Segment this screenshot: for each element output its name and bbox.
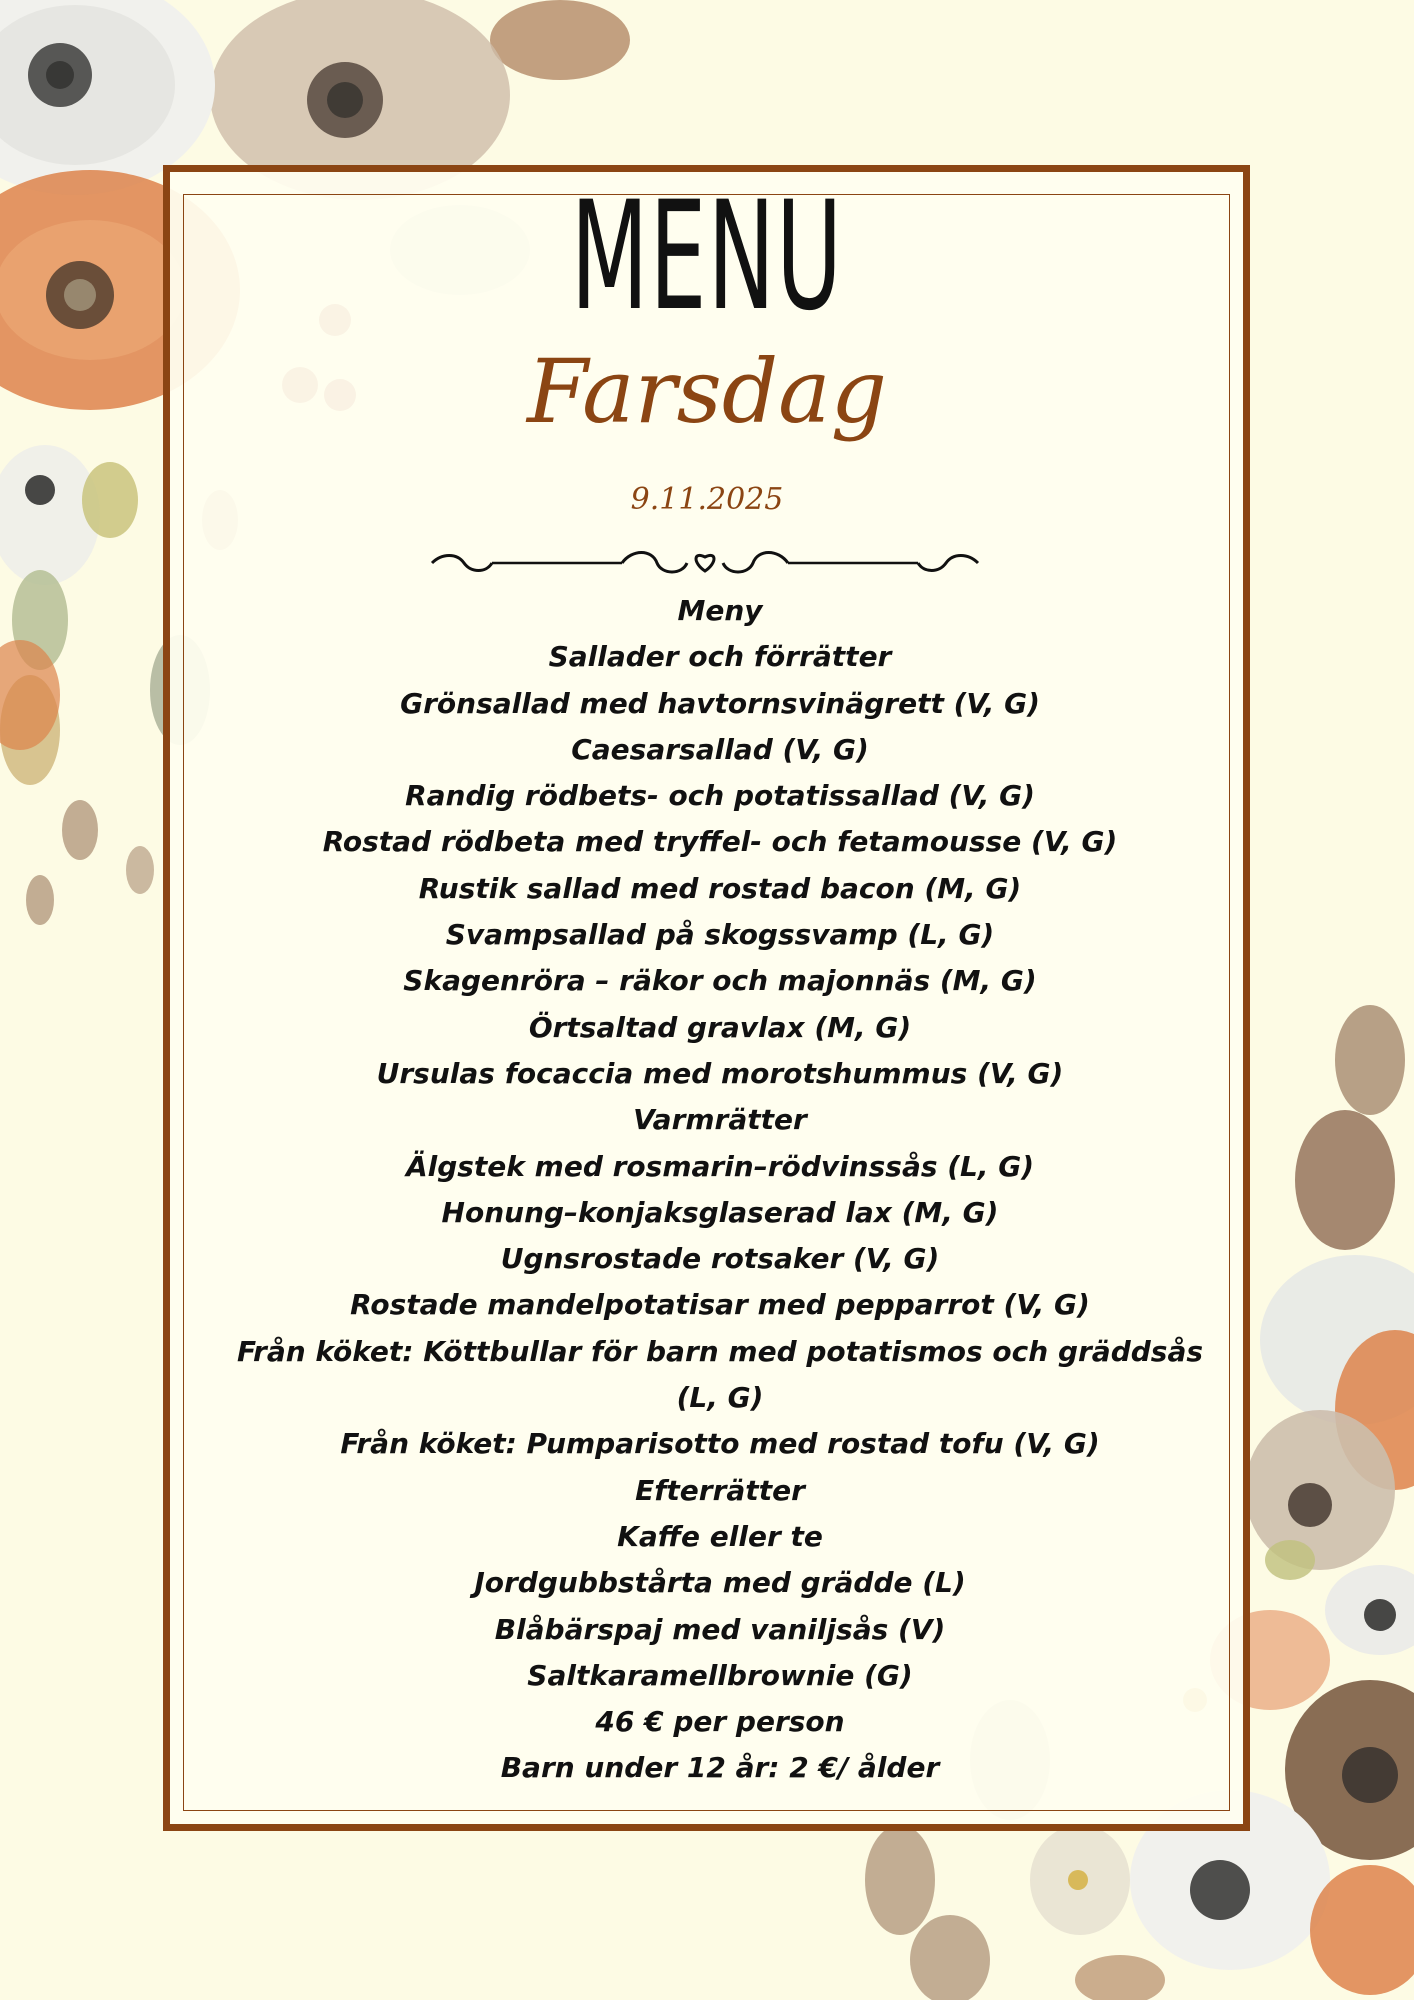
- menu-title: MENU: [570, 170, 844, 344]
- menu-item: Kaffe eller te: [617, 1519, 823, 1553]
- menu-item: Randig rödbets- och potatissallad (V, G): [405, 779, 1035, 813]
- menu-item: Rostade mandelpotatisar med pepparrot (V, G): [350, 1288, 1090, 1322]
- price-per-person: 46 € per person: [595, 1705, 845, 1739]
- menu-item: Svampsallad på skogssvamp (L, G): [445, 918, 995, 952]
- section-heading-desserts: Efterrätter: [635, 1473, 805, 1507]
- menu-item: Ursulas focaccia med morotshummus (V, G): [376, 1056, 1064, 1090]
- section-heading-mains: Varmrätter: [633, 1103, 807, 1137]
- menu-date: 9.11.2025: [630, 482, 784, 517]
- menu-item: Jordgubbstårta med grädde (L): [474, 1566, 966, 1600]
- menu-item: Ugnsrostade rotsaker (V, G): [500, 1242, 940, 1276]
- menu-item: Från köket: Köttbullar för barn med potatismos och gräddsås: [237, 1334, 1203, 1368]
- menu-item: Rustik sallad med rostad bacon (M, G): [418, 871, 1022, 905]
- menu-item: Honung–konjaksglaserad lax (M, G): [441, 1195, 999, 1229]
- menu-item: Blåbärspaj med vaniljsås (V): [494, 1612, 946, 1646]
- menu-item: Älgstek med rosmarin–rödvinssås (L, G): [405, 1149, 1035, 1183]
- menu-item: Caesarsallad (V, G): [571, 732, 869, 766]
- menu-item: Rostad rödbeta med tryffel- och fetamousse (V, G): [322, 825, 1118, 859]
- child-price: Barn under 12 år: 2 €/ ålder: [500, 1751, 940, 1785]
- menu-item: Örtsaltad gravlax (M, G): [528, 1010, 912, 1044]
- section-heading-starters: Sallader och förrätter: [548, 640, 892, 674]
- menu-item: Från köket: Pumparisotto med rostad tofu (V, G): [340, 1427, 1100, 1461]
- menu-item: Skagenröra – räkor och majonnäs (M, G): [403, 964, 1037, 998]
- menu-item: Saltkaramellbrownie (G): [527, 1658, 913, 1692]
- menu-item: Grönsallad med havtornsvinägrett (V, G): [400, 686, 1040, 720]
- ornamental-divider: [422, 545, 988, 581]
- menu-items: [220, 588, 1220, 1792]
- menu-heading: Meny: [677, 594, 763, 627]
- menu-item-continued: (L, G): [676, 1381, 764, 1415]
- menu-subtitle: Farsdag: [527, 340, 887, 443]
